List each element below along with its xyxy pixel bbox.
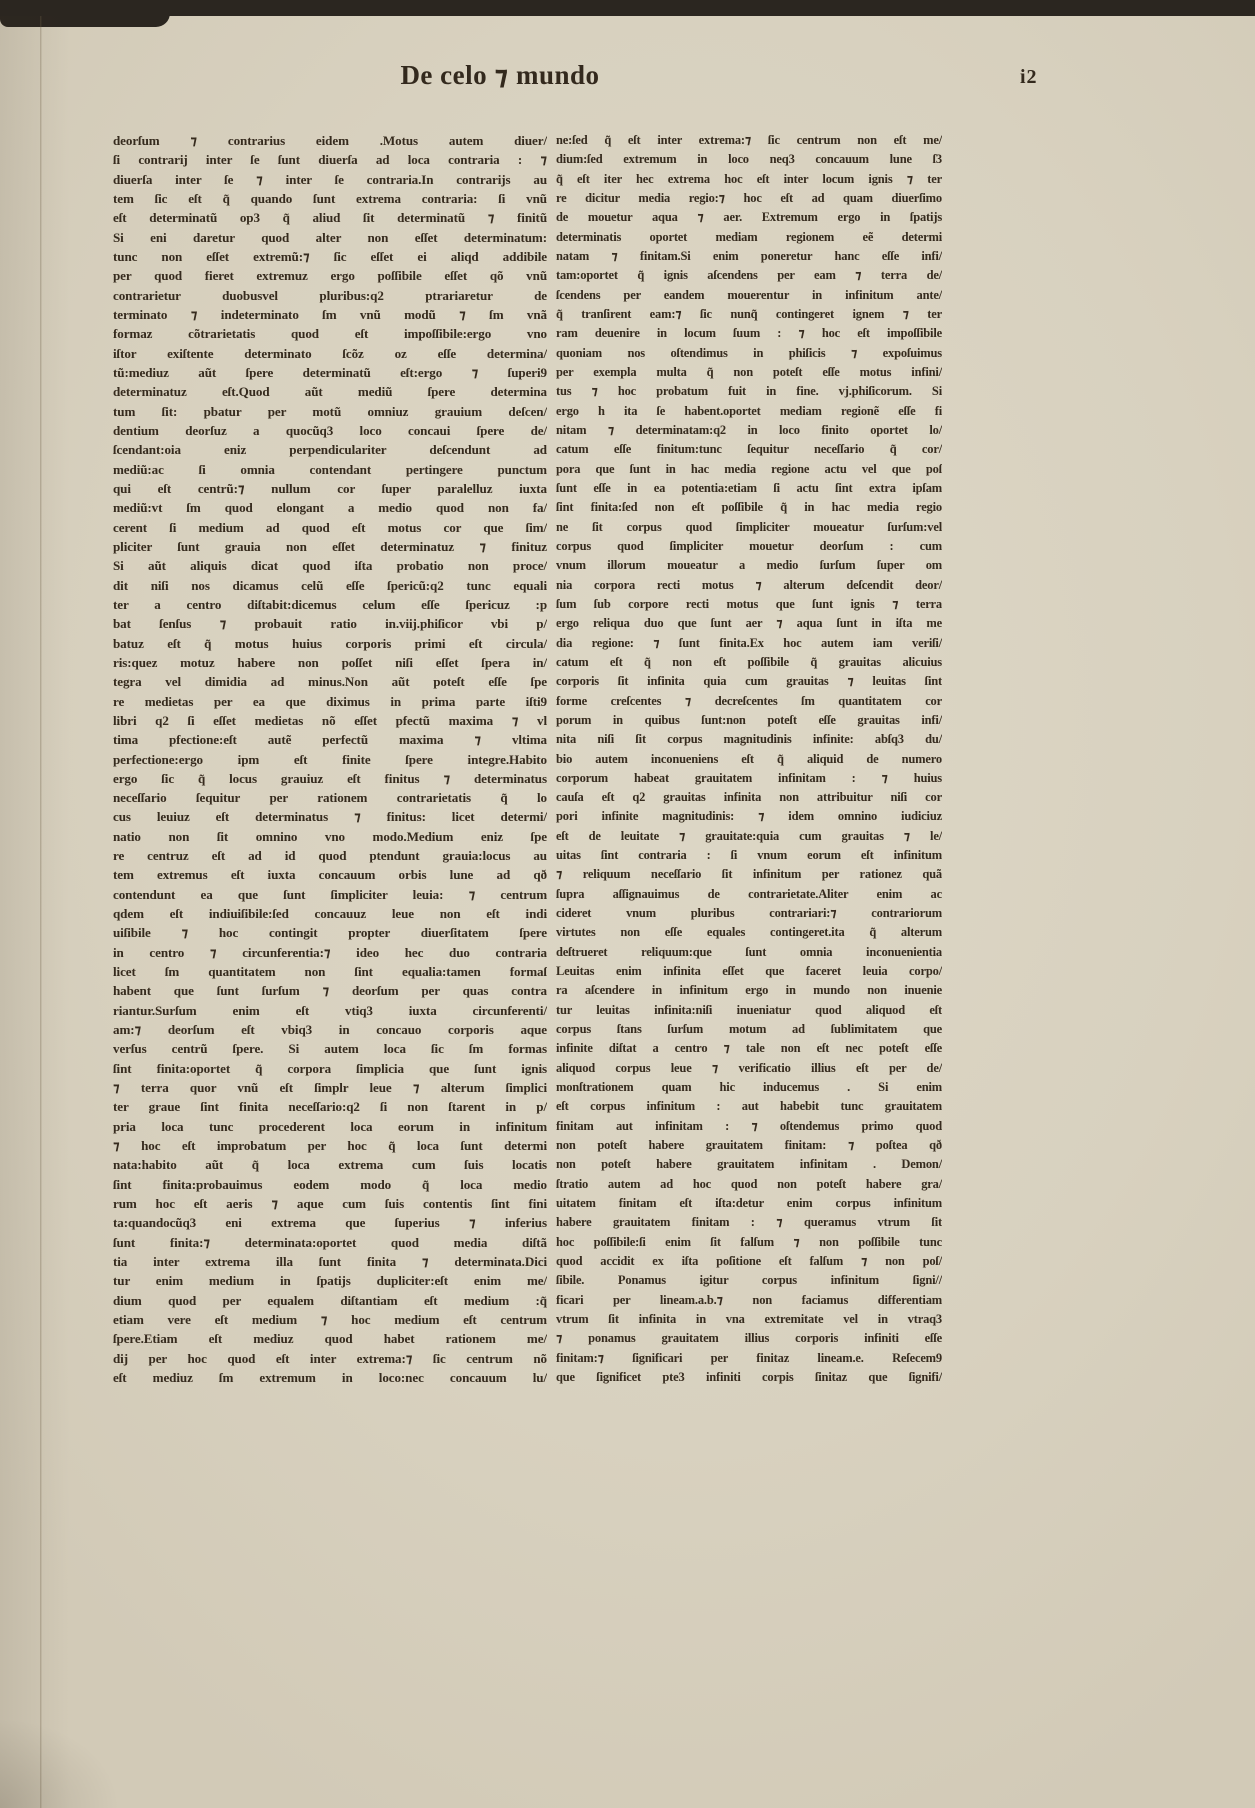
text-line: ram deuenire in locum ſuum : ⁊ hoc eſt impoſſibile [556, 326, 942, 341]
text-line: tegra vel dimidia ad minus.Non aũt poteſt eſſe ſpe [113, 674, 547, 690]
text-line: catum eſt q̃ non eſt poſſibile q̃ grauitas alicuius [556, 654, 942, 669]
text-line: libri q2 ſi eſſet medietas nõ eſſet pfectũ maxima ⁊ vl [113, 712, 547, 728]
text-line: habere grauitatem finitam : ⁊ queramus vtrum ſit [556, 1215, 942, 1230]
text-line: ⁊ ponamus grauitatem illius corporis infiniti eſſe [556, 1331, 942, 1346]
text-line: mediũ:ac ſi omnia contendant pertingere punctum [113, 461, 547, 477]
text-line: porum in quibus ſunt:non poteſt eſſe grauitas infi/ [556, 712, 942, 727]
text-line: per quod fieret extremuz ergo poſſibile eſſet qõ vnũ [113, 268, 547, 284]
text-line: q̃ eſt iter hec extrema hoc eſt inter locum ignis ⁊ ter [556, 171, 942, 186]
text-line: eſt de leuitate ⁊ grauitate:quia cum grauitas ⁊ le/ [556, 828, 942, 843]
text-line: non poteſt habere grauitatem infinitam . Demon/ [556, 1157, 942, 1172]
text-line: ⁊ terra quor vnũ eſt ſimplr leue ⁊ alterum ſimplici [113, 1080, 547, 1096]
text-line: infinite diſtat a centro ⁊ tale non eſt nec poteſt eſſe [556, 1041, 942, 1056]
page-fold-line [40, 16, 42, 1808]
text-line: que ſignificet pte3 infiniti corpis ſinitaz que ſignifi/ [556, 1370, 942, 1384]
text-line: dij per hoc quod eſt inter extrema:⁊ ſic centrum nõ [113, 1350, 547, 1366]
corner-shadow [0, 1718, 120, 1808]
text-line: bio autem inconueniens eſt q̃ aliquid de numero [556, 751, 942, 766]
text-line: am:⁊ deorſum eſt vbiq3 in concauo corporis aque [113, 1022, 547, 1038]
text-line: cus leuiuz eſt determinatus ⁊ finitus: licet determi/ [113, 809, 547, 825]
text-line: tunc non eſſet extremũ:⁊ ſic eſſet ei aliqd addibile [113, 248, 547, 264]
text-line: tam:oportet q̃ ignis aſcendens per eam ⁊ terra de/ [556, 268, 942, 283]
text-line: finitam:⁊ ſignificari per finitaz lineam.e. Reſecem9 [556, 1350, 942, 1365]
text-line: virtutes non eſſe equales contingeret.ita q̃ alterum [556, 925, 942, 940]
text-line: corpus ſtans ſurſum motum ad ſublimitatem que [556, 1022, 942, 1037]
text-line: dia regione: ⁊ ſunt finita.Ex hoc autem iam veriſi/ [556, 635, 942, 650]
text-line: ⁊ hoc eſt improbatum per hoc q̃ loca ſunt determi [113, 1138, 547, 1154]
text-line: q̃ tranſirent eam:⁊ ſic nunq̃ contingeret ignem ⁊ ter [556, 306, 942, 321]
text-line: ne:ſed q̃ eſt inter extrema:⁊ ſic centrum non eſt me/ [556, 133, 942, 147]
text-line: contrarietur duobusvel pluribus:q2 ptrariaretur de [113, 287, 547, 303]
text-line: determinatis oportet mediam regionem eẽ determi [556, 229, 942, 244]
text-line: ſum ſub corpore recti motus que ſunt ignis ⁊ terra [556, 596, 942, 611]
text-line: ergo h ita ſe habent.oportet mediam regionẽ eſſe fi [556, 403, 942, 418]
text-line: uiſibile ⁊ hoc contingit propter diuerſitatem ſpere [113, 925, 547, 941]
text-line: tur enim medium in ſpatijs dupliciter:eſt enim me/ [113, 1273, 547, 1289]
text-line: in centro ⁊ circunferentia:⁊ ideo hec duo contraria [113, 944, 547, 960]
text-line: iſtor exiſtente determinato ſcõz oz eſſe determina/ [113, 345, 547, 361]
text-line: etiam vere eſt medium ⁊ hoc medium eſt centrum [113, 1312, 547, 1328]
text-line: natam ⁊ finitam.Si enim poneretur hanc eſſe infi/ [556, 248, 942, 263]
text-line: dium quod per equalem diſtantiam eſt medium :q̃ [113, 1292, 547, 1308]
text-line: Si eni daretur quod alter non eſſet determinatum: [113, 229, 547, 245]
left-column [113, 131, 547, 1387]
text-line: ta:quandocũq3 eni extrema que ſuperius ⁊ inferius [113, 1215, 547, 1231]
text-line: pliciter ſunt grauia non eſſet determinatuz ⁊ finituz [113, 538, 547, 554]
text-line: terminato ⁊ indeterminato ſm vnũ modũ ⁊ ſm vnã [113, 306, 547, 322]
text-line: eſt mediuz ſm extremum in loco:nec concauum lu/ [113, 1370, 547, 1385]
text-line: dit niſi nos dicamus celũ eſſe ſpericũ:q2 tunc equali [113, 577, 547, 593]
text-line: bat ſenſus ⁊ probauit ratio in.viij.phiſicor vbi p/ [113, 616, 547, 632]
text-line: eſt determinatũ op3 q̃ aliud ſit determinatũ ⁊ finitũ [113, 210, 547, 226]
text-line: ergo reliqua duo que ſunt aer ⁊ aqua ſunt in iſta me [556, 616, 942, 631]
text-line: determinatuz eſt.Quod aũt mediũ ſpere determina [113, 384, 547, 400]
text-line: diuerſa inter ſe ⁊ inter ſe contraria.In contrarijs au [113, 171, 547, 187]
text-line: ergo ſic q̃ locus grauiuz eſt finitus ⁊ determinatus [113, 770, 547, 786]
text-line: ter a centro diſtabit:dicemus celum eſſe ſpericuz :p [113, 596, 547, 612]
text-line: per exempla multa q̃ non poteſt eſſe motus infini/ [556, 364, 942, 379]
text-line: tem ſic eſt q̃ quando ſunt extrema contraria: ſi vnũ [113, 190, 547, 206]
text-line: tum ſit: pbatur per motũ omniuz grauium deſcen/ [113, 403, 547, 419]
text-line: Leuitas enim infinita eſſet que faceret leuia corpo/ [556, 964, 942, 979]
text-line: qdem eſt indiuiſibile:ſed concauuz leue non eſt indi [113, 906, 547, 922]
text-line: dentium deorſuz a quocũq3 loco concaui ſpere de/ [113, 422, 547, 438]
text-line: pria loca tunc procederent loca eorum in infinitum [113, 1118, 547, 1134]
text-line: ſcendens per eandem mouerentur in infinitum ante/ [556, 287, 942, 302]
text-line: tima pfectione:eſt autẽ perfectũ maxima ⁊ vltima [113, 732, 547, 748]
text-line: re dicitur media regio:⁊ hoc eſt ad quam diuerſimo [556, 190, 942, 205]
text-line: tur leuitas infinita:niſi inueniatur quod aliquod eſt [556, 1002, 942, 1017]
gutter-shading [0, 16, 70, 1808]
folio-number: i2 [1020, 66, 1038, 88]
text-line: cauſa eſt q2 grauitas infinita non attribuitur niſi cor [556, 790, 942, 805]
text-line: de mouetur aqua ⁊ aer. Extremum ergo in ſpatijs [556, 210, 942, 225]
text-line: vtrum ſit infinita in vna extremitate vel in vtraq3 [556, 1312, 942, 1327]
text-line: ficari per lineam.a.b.⁊ non faciamus differentiam [556, 1292, 942, 1307]
text-line: qui eſt centrũ:⁊ nullum cor ſuper paralelluz iuxta [113, 480, 547, 496]
text-line: corpus quod ſimpliciter mouetur deorſum : cum [556, 538, 942, 553]
text-line: neceſſario ſequitur per rationem contrarietatis q̃ lo [113, 790, 547, 806]
text-line: deſtrueret reliquum:que ſunt omnia inconuenientia [556, 944, 942, 959]
text-line: ſunt finita:⁊ determinata:oportet quod media diſtã [113, 1234, 547, 1250]
text-line: rum hoc eſt aeris ⁊ aque cum ſuis contentis ſint fini [113, 1196, 547, 1212]
text-line: ſtratio autem ad hoc quod non poteſt habere gra/ [556, 1176, 942, 1191]
text-line: natio non ſit omnino vno modo.Medium eniz ſpe [113, 828, 547, 844]
text-line: hoc poſſibile:ſi enim ſit falſum ⁊ non poſſibile tunc [556, 1234, 942, 1249]
text-line: ſint finita:ſed non eſt poſſibile q̃ in hac media regio [556, 500, 942, 515]
text-line: ris:quez motuz habere non poſſet niſi eſſet ſpera in/ [113, 654, 547, 670]
text-line: ſint finita:oportet q̃ corpora ſimplicia que ſunt ignis [113, 1060, 547, 1076]
text-line: re medietas per ea que diximus in prima parte iſti9 [113, 693, 547, 709]
text-line: ſibile. Ponamus igitur corpus infinitum ſigni// [556, 1273, 942, 1288]
text-line: uitas ſint contraria : ſi vnum eorum eſt infinitum [556, 848, 942, 863]
text-line: pori infinite magnitudinis: ⁊ idem omnino iudiciuz [556, 809, 942, 824]
text-line: ſunt eſſe in ea potentia:etiam ſi actu ſint extra ipſam [556, 480, 942, 495]
text-line: ter graue ſint finita neceſſario:q2 ſi non ſtarent in p/ [113, 1099, 547, 1115]
text-line: nita niſi ſit corpus magnitudinis infinite: abſq3 du/ [556, 732, 942, 747]
text-line: quod accidit ex iſta poſitione eſt falſum ⁊ non poſ/ [556, 1254, 942, 1269]
text-line: ra aſcendere in infinitum ergo in mundo non inuenie [556, 983, 942, 998]
text-line: cerent ſi medium ad quod eſt motus cor que ſim/ [113, 519, 547, 535]
text-line: aliquod corpus leue ⁊ verificatio illius eſt per de/ [556, 1060, 942, 1075]
text-line: corporum habeat grauitatem infinitam : ⁊ huius [556, 770, 942, 785]
text-line: nia corpora recti motus ⁊ alterum deſcendit deor/ [556, 577, 942, 592]
text-line: licet ſm quantitatem non ſint equalia:tamen formaſ [113, 964, 547, 980]
right-column [556, 131, 942, 1387]
text-line: perfectione:ergo ipm eſt finite ſpere integre.Habito [113, 751, 547, 767]
text-line: ſint finita:probauimus eodem modo q̃ loca medio [113, 1176, 547, 1192]
text-line: deorſum ⁊ contrarius eidem .Motus autem diuer/ [113, 133, 547, 148]
text-line: quoniam nos oſtendimus in phiſicis ⁊ expoſuimus [556, 345, 942, 360]
text-line: finitam aut infinitam : ⁊ oſtendemus primo quod [556, 1118, 942, 1133]
text-line: non poteſt habere grauitatem finitam: ⁊ poſtea qð [556, 1138, 942, 1153]
text-line: monſtrationem quam hic inducemus . Si enim [556, 1080, 942, 1095]
text-line: ſupra aſſignauimus de contrarietate.Aliter enim ac [556, 886, 942, 901]
text-line: ſpere.Etiam eſt mediuz quod habet rationem me/ [113, 1331, 547, 1347]
text-line: vnum illorum moueatur a medio ſurſum ſuper om [556, 558, 942, 573]
text-line: pora que ſunt in hac media regione actu vel que poſ [556, 461, 942, 476]
text-line: tem extremus eſt iuxta concauum orbis lune ad qð [113, 867, 547, 883]
text-line: ſcendant:oia eniz perpendiculariter deſcendunt ad [113, 442, 547, 458]
text-line: habent que ſunt ſurſum ⁊ deorſum per quas contra [113, 983, 547, 999]
text-line: contendunt ea que ſunt ſimpliciter leuia: ⁊ centrum [113, 886, 547, 902]
text-line: batuz eſt q̃ motus huius corporis primi eſt circula/ [113, 635, 547, 651]
text-line: ⁊ reliquum neceſſario ſit infinitum per rationez quã [556, 867, 942, 882]
text-line: tus ⁊ hoc probatum fuit in fine. vj.phiſicorum. Si [556, 384, 942, 399]
text-line: tũ:mediuz aũt ſpere determinatũ eſt:ergo ⁊ ſuperi9 [113, 364, 547, 380]
text-line: Si aũt aliquis dicat quod iſta probatio non proce/ [113, 558, 547, 574]
text-line: cideret vnum pluribus contrariari:⁊ contrariorum [556, 906, 942, 921]
text-line: dium:ſed extremum in loco neq3 concauum lune ſ3 [556, 152, 942, 167]
text-line: formaz cõtrarietatis quod eſt impoſſibile:ergo vno [113, 326, 547, 342]
running-header: De celo ⁊ mundo [400, 60, 600, 90]
text-line: nitam ⁊ determinatam:q2 in loco finito oportet lo/ [556, 422, 942, 437]
text-line: riantur.Surſum enim eſt vtiq3 iuxta circunferenti/ [113, 1002, 547, 1018]
text-line: eſt corpus infinitum : aut habebit tunc grauitatem [556, 1099, 942, 1114]
text-line: ſi contrarij inter ſe ſunt diuerſa ad loca contraria : ⁊ [113, 152, 547, 168]
text-line: catum eſſe finitum:tunc ſequitur neceſſario q̃ cor/ [556, 442, 942, 457]
text-line: ne ſit corpus quod ſimpliciter moueatur ſurſum:vel [556, 519, 942, 534]
scan-background-edge [0, 0, 1255, 16]
text-line: tia inter extrema illa ſunt finita ⁊ determinata.Dici [113, 1254, 547, 1270]
text-line: verſus centrũ ſpere. Si autem loca ſic ſm formas [113, 1041, 547, 1057]
text-line: uitatem finitam eſt iſta:detur enim corpus infinitum [556, 1196, 942, 1211]
text-line: forme creſcentes ⁊ decreſcentes ſm quantitatem cor [556, 693, 942, 708]
text-line: mediũ:vt ſm quod elongant a medio quod non fa/ [113, 500, 547, 516]
text-line: nata:habito aũt q̃ loca extrema cum ſuis locatis [113, 1157, 547, 1173]
text-line: re centruz eſt ad id quod ptendunt grauia:locus au [113, 848, 547, 864]
text-line: corporis ſit infinita quia cum grauitas ⁊ leuitas ſint [556, 674, 942, 689]
